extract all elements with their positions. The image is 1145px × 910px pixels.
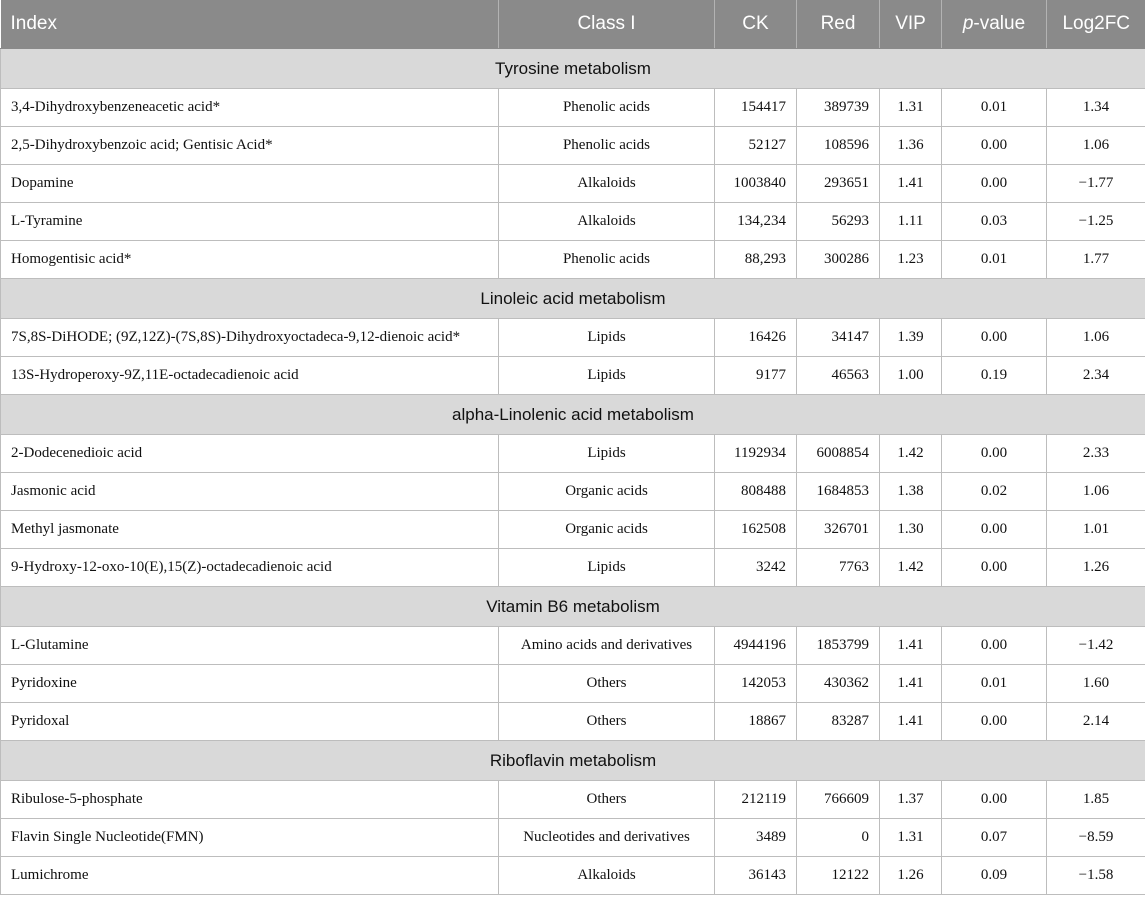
cell-ck: 808488 (715, 473, 797, 511)
group-title: alpha-Linolenic acid metabolism (1, 395, 1145, 435)
table-row (1, 435, 1145, 473)
cell-pvalue: 0.02 (942, 473, 1047, 511)
cell-log2fc: −8.59 (1047, 819, 1145, 857)
table-row (1, 89, 1145, 127)
cell-class: Organic acids (499, 511, 715, 549)
header-pvalue-p: p (962, 13, 974, 34)
cell-red: 12122 (797, 857, 880, 895)
cell-ck: 134,234 (715, 203, 797, 241)
cell-index: 9-Hydroxy-12-oxo-10(E),15(Z)-octadecadienoic acid (1, 549, 499, 587)
group-title: Tyrosine metabolism (1, 49, 1145, 89)
cell-log2fc: −1.58 (1047, 857, 1145, 895)
cell-red: 108596 (797, 127, 880, 165)
cell-vip: 1.36 (880, 127, 942, 165)
cell-red: 1684853 (797, 473, 880, 511)
cell-red: 0 (797, 819, 880, 857)
cell-vip: 1.00 (880, 357, 942, 395)
cell-index: 2-Dodecenedioic acid (1, 435, 499, 473)
cell-log2fc: 1.01 (1047, 511, 1145, 549)
cell-log2fc: −1.25 (1047, 203, 1145, 241)
cell-pvalue: 0.00 (942, 127, 1047, 165)
cell-ck: 88,293 (715, 241, 797, 279)
cell-index: 3,4-Dihydroxybenzeneacetic acid* (1, 89, 499, 127)
cell-class: Phenolic acids (499, 89, 715, 127)
cell-class: Phenolic acids (499, 241, 715, 279)
cell-log2fc: 1.77 (1047, 241, 1145, 279)
header-red: Red (797, 0, 880, 49)
cell-ck: 4944196 (715, 627, 797, 665)
cell-vip: 1.42 (880, 435, 942, 473)
cell-pvalue: 0.00 (942, 511, 1047, 549)
table-row (1, 473, 1145, 511)
cell-pvalue: 0.09 (942, 857, 1047, 895)
table-row (1, 511, 1145, 549)
cell-index: Flavin Single Nucleotide(FMN) (1, 819, 499, 857)
cell-pvalue: 0.01 (942, 241, 1047, 279)
cell-class: Nucleotides and derivatives (499, 819, 715, 857)
cell-pvalue: 0.03 (942, 203, 1047, 241)
header-pvalue-suffix: -value (973, 13, 1026, 34)
table-row (1, 357, 1145, 395)
cell-index: Pyridoxal (1, 703, 499, 741)
cell-ck: 154417 (715, 89, 797, 127)
table-row (1, 627, 1145, 665)
cell-log2fc: −1.42 (1047, 627, 1145, 665)
cell-log2fc: 1.06 (1047, 473, 1145, 511)
cell-red: 293651 (797, 165, 880, 203)
cell-red: 430362 (797, 665, 880, 703)
cell-log2fc: 2.33 (1047, 435, 1145, 473)
header-ck: CK (715, 0, 797, 49)
cell-vip: 1.30 (880, 511, 942, 549)
cell-vip: 1.11 (880, 203, 942, 241)
cell-vip: 1.37 (880, 781, 942, 819)
cell-class: Lipids (499, 549, 715, 587)
cell-ck: 212119 (715, 781, 797, 819)
cell-pvalue: 0.00 (942, 319, 1047, 357)
cell-ck: 3242 (715, 549, 797, 587)
cell-class: Alkaloids (499, 165, 715, 203)
cell-index: 7S,8S-DiHODE; (9Z,12Z)-(7S,8S)-Dihydroxyoctadeca-9,12-dienoic acid* (1, 319, 499, 357)
cell-vip: 1.42 (880, 549, 942, 587)
cell-pvalue: 0.00 (942, 435, 1047, 473)
cell-red: 7763 (797, 549, 880, 587)
cell-ck: 162508 (715, 511, 797, 549)
cell-index: 2,5-Dihydroxybenzoic acid; Gentisic Acid* (1, 127, 499, 165)
cell-vip: 1.26 (880, 857, 942, 895)
group-title: Riboflavin metabolism (1, 741, 1145, 781)
cell-red: 56293 (797, 203, 880, 241)
cell-red: 34147 (797, 319, 880, 357)
cell-red: 6008854 (797, 435, 880, 473)
cell-vip: 1.23 (880, 241, 942, 279)
cell-class: Lipids (499, 435, 715, 473)
table-row (1, 203, 1145, 241)
cell-index: Homogentisic acid* (1, 241, 499, 279)
group-title: Vitamin B6 metabolism (1, 587, 1145, 627)
cell-log2fc: 2.34 (1047, 357, 1145, 395)
cell-pvalue: 0.07 (942, 819, 1047, 857)
cell-red: 46563 (797, 357, 880, 395)
cell-vip: 1.31 (880, 819, 942, 857)
header-vip: VIP (880, 0, 942, 49)
header-class: Class I (499, 0, 715, 49)
cell-index: Dopamine (1, 165, 499, 203)
cell-index: Methyl jasmonate (1, 511, 499, 549)
table-row (1, 819, 1145, 857)
cell-log2fc: 1.34 (1047, 89, 1145, 127)
header-log2fc: Log2FC (1047, 0, 1145, 49)
table-row (1, 703, 1145, 741)
group-header-row (1, 395, 1145, 435)
cell-ck: 9177 (715, 357, 797, 395)
cell-pvalue: 0.19 (942, 357, 1047, 395)
table-row (1, 241, 1145, 279)
table-row (1, 319, 1145, 357)
cell-red: 389739 (797, 89, 880, 127)
cell-index: Lumichrome (1, 857, 499, 895)
table-header (1, 0, 1145, 49)
cell-red: 766609 (797, 781, 880, 819)
cell-pvalue: 0.00 (942, 703, 1047, 741)
cell-ck: 36143 (715, 857, 797, 895)
table-row (1, 665, 1145, 703)
header-index: Index (1, 0, 499, 49)
cell-log2fc: 1.06 (1047, 127, 1145, 165)
cell-ck: 52127 (715, 127, 797, 165)
group-title: Linoleic acid metabolism (1, 279, 1145, 319)
group-header-row (1, 587, 1145, 627)
table-row (1, 165, 1145, 203)
group-header-row (1, 741, 1145, 781)
cell-pvalue: 0.00 (942, 627, 1047, 665)
cell-ck: 16426 (715, 319, 797, 357)
table-body (1, 49, 1145, 895)
cell-class: Phenolic acids (499, 127, 715, 165)
cell-log2fc: 1.85 (1047, 781, 1145, 819)
group-header-row (1, 279, 1145, 319)
cell-class: Lipids (499, 357, 715, 395)
cell-pvalue: 0.00 (942, 549, 1047, 587)
cell-class: Alkaloids (499, 857, 715, 895)
cell-class: Others (499, 665, 715, 703)
table-row (1, 857, 1145, 895)
cell-vip: 1.41 (880, 627, 942, 665)
header-pvalue (942, 0, 1047, 49)
cell-vip: 1.39 (880, 319, 942, 357)
cell-pvalue: 0.00 (942, 165, 1047, 203)
cell-class: Organic acids (499, 473, 715, 511)
table-row (1, 549, 1145, 587)
cell-pvalue: 0.01 (942, 665, 1047, 703)
cell-red: 83287 (797, 703, 880, 741)
cell-class: Others (499, 703, 715, 741)
cell-pvalue: 0.01 (942, 89, 1047, 127)
cell-log2fc: 1.60 (1047, 665, 1145, 703)
cell-index: Ribulose-5-phosphate (1, 781, 499, 819)
cell-index: Jasmonic acid (1, 473, 499, 511)
cell-class: Amino acids and derivatives (499, 627, 715, 665)
cell-vip: 1.38 (880, 473, 942, 511)
cell-log2fc: 1.06 (1047, 319, 1145, 357)
cell-ck: 1192934 (715, 435, 797, 473)
cell-red: 1853799 (797, 627, 880, 665)
cell-index: Pyridoxine (1, 665, 499, 703)
cell-index: L-Glutamine (1, 627, 499, 665)
cell-red: 326701 (797, 511, 880, 549)
cell-index: 13S-Hydroperoxy-9Z,11E-octadecadienoic acid (1, 357, 499, 395)
cell-class: Others (499, 781, 715, 819)
cell-vip: 1.41 (880, 665, 942, 703)
cell-ck: 18867 (715, 703, 797, 741)
cell-red: 300286 (797, 241, 880, 279)
cell-pvalue: 0.00 (942, 781, 1047, 819)
cell-vip: 1.31 (880, 89, 942, 127)
cell-class: Alkaloids (499, 203, 715, 241)
cell-ck: 142053 (715, 665, 797, 703)
cell-vip: 1.41 (880, 703, 942, 741)
cell-log2fc: 2.14 (1047, 703, 1145, 741)
cell-ck: 3489 (715, 819, 797, 857)
cell-index: L-Tyramine (1, 203, 499, 241)
cell-vip: 1.41 (880, 165, 942, 203)
cell-ck: 1003840 (715, 165, 797, 203)
cell-class: Lipids (499, 319, 715, 357)
table-row (1, 781, 1145, 819)
cell-log2fc: −1.77 (1047, 165, 1145, 203)
table-row (1, 127, 1145, 165)
cell-log2fc: 1.26 (1047, 549, 1145, 587)
group-header-row (1, 49, 1145, 89)
